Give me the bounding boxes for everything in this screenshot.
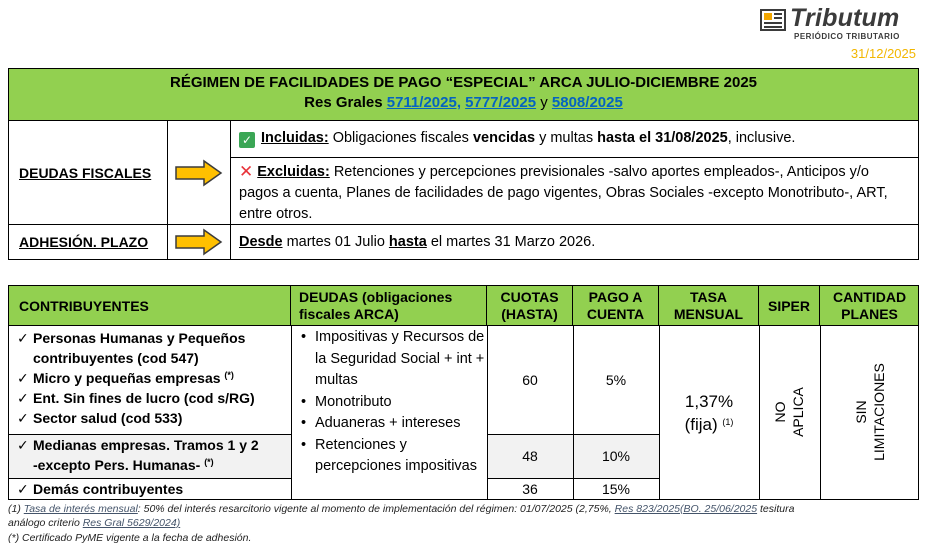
deudas-fiscales-label: DEUDAS FISCALES [9, 121, 168, 224]
brand-name: Tributum [790, 4, 900, 32]
siper-l1: NO [772, 401, 788, 423]
included-title: Incluidas: [261, 130, 329, 146]
planes-l2: LIMITACIONES [871, 363, 887, 461]
regime-header [9, 69, 918, 121]
fn1-link-tasa[interactable]: Tasa de interés mensual [23, 503, 138, 515]
newspaper-icon [760, 9, 786, 31]
included-text-2: y multas [539, 130, 594, 146]
fn1-link-res5629[interactable]: Res Gral 5629/2024) [82, 517, 181, 529]
adhesion-hasta: hasta [388, 234, 427, 250]
included-debts [231, 121, 918, 157]
tasa-fija [685, 413, 734, 436]
adhesion-desde: Desde [239, 234, 283, 250]
adhesion-label: ADHESIÓN. PLAZO [9, 225, 168, 259]
deuda-text: Impositivas y Recursos de la Seguridad Social + int + multas [315, 329, 485, 388]
adhesion-arrow-cell [168, 225, 231, 259]
contrib-group-3 [17, 479, 183, 499]
fn1-text3: análogo criterio [8, 517, 80, 529]
excluded-text: Retenciones y percepciones previsionales -salvo aportes empleados-, Anticipos y/o pagos a cuenta, Planes de facilidades de pago vigentes, Obras Sociales -excepto Monotributo-, ART, entre otros. [239, 164, 888, 222]
fn1-text1: : 50% del interés resarcitorio vigente al momento de implementación del régimen: 01/07/2025 (2,75%, [137, 503, 612, 515]
contrib-item-cont: contribuyentes (cod 547) [33, 350, 199, 366]
included-bold-2: hasta el 31/08/2025 [597, 130, 728, 146]
included-bold-1: vencidas [472, 130, 536, 146]
contrib-item-cont [17, 455, 259, 475]
conditions-table [8, 285, 919, 500]
contrib-item: ✓ Sector salud (cod 533) [17, 410, 183, 426]
excluded-title: Excluidas: [257, 164, 330, 180]
fn1-text2: tesitura [760, 503, 795, 515]
footnote-ref: (*) [224, 370, 234, 380]
brand-subtitle: PERIÓDICO TRIBUTARIO [794, 32, 900, 41]
conditions-header-row [9, 286, 918, 326]
footnote-1-cont [8, 517, 180, 529]
tasa-fija-text: (fija) [684, 415, 718, 434]
contrib-item: ✓ Ent. Sin fines de lucro (cod s/RG) [17, 390, 255, 406]
deudas-arrow-cell [168, 121, 231, 224]
contrib-item: ✓ Demás contribuyentes [17, 481, 184, 497]
contrib-text: Personas Humanas y Pequeños [33, 330, 246, 346]
resolutions-prefix: Res Grales [304, 94, 383, 111]
header-cuotas: CUOTAS (HASTA) [487, 286, 573, 326]
regime-resolutions [9, 94, 918, 111]
regime-body [9, 121, 918, 259]
deuda-text: Aduaneras + intereses [315, 415, 461, 431]
header-deudas: DEUDAS (obligaciones fiscales ARCA) [291, 286, 487, 326]
pago-10: 10% [601, 448, 631, 464]
deuda-item: • Impositivas y Recursos de la Seguridad Social + int + multas [299, 327, 489, 392]
contrib-group-1 [17, 328, 255, 428]
contrib-text: Micro y pequeñas empresas [33, 370, 221, 386]
planes-value [852, 357, 888, 467]
brand-header [756, 6, 916, 64]
check-mark-icon: ✓ [239, 132, 255, 148]
regime-summary-table [8, 68, 919, 260]
adhesion-start: martes 01 Julio [286, 234, 385, 250]
resolution-link-5711[interactable]: 5711/2025, [386, 94, 461, 111]
resolution-link-5808[interactable]: 5808/2025 [551, 94, 623, 111]
header-siper: SIPER [759, 286, 820, 326]
header-contribuyentes: CONTRIBUYENTES [9, 286, 291, 326]
footnote-ref: (*) [204, 457, 214, 467]
tasa-rate: 1,37% [684, 392, 734, 411]
regime-title: RÉGIMEN DE FACILIDADES DE PAGO “ESPECIAL” ARCA JULIO-DICIEMBRE 2025 [169, 74, 758, 91]
deuda-text: Monotributo [315, 393, 392, 410]
siper-value [771, 372, 807, 452]
cuotas-60: 60 [522, 372, 538, 388]
adhesion-end: el martes 31 Marzo 2026. [430, 234, 596, 250]
tasa-mensual-value [659, 326, 759, 500]
adhesion-period [231, 225, 918, 259]
deuda-text: Retenciones y percepciones impositivas [315, 436, 477, 474]
pago-5: 5% [605, 372, 627, 388]
cuotas-36: 36 [522, 481, 538, 497]
arrow-right-icon [174, 159, 224, 187]
col-divider [759, 326, 760, 500]
header-pago: PAGO A CUENTA [573, 286, 659, 326]
contrib-text: Medianas empresas. Tramos 1 y 2 [33, 437, 259, 453]
pago-15: 15% [601, 481, 631, 497]
deuda-item: • Aduaneras + intereses [299, 413, 489, 435]
deuda-item: • Monotributo [299, 392, 489, 414]
contrib-text: -excepto Pers. Humanas- [33, 457, 201, 473]
included-text-1: Obligaciones fiscales [332, 130, 469, 146]
contrib-text: Demás contribuyentes [33, 481, 184, 497]
contrib-group-2 [17, 435, 259, 475]
resolutions-joiner: y [540, 94, 548, 111]
footnote-1 [8, 503, 794, 515]
cuotas-48: 48 [522, 448, 538, 464]
col-divider [820, 326, 821, 500]
publication-date: 31/12/2025 [850, 46, 916, 61]
arrow-right-icon [174, 228, 224, 256]
contrib-item: ✓ Medianas empresas. Tramos 1 y 2 [17, 437, 259, 453]
siper-l2: APLICA [790, 387, 806, 437]
contrib-item: ✓ Personas Humanas y Pequeños [17, 330, 246, 346]
contrib-text: Sector salud (cod 533) [33, 410, 183, 426]
col-divider [291, 326, 292, 500]
resolution-link-5777[interactable]: 5777/2025 [465, 94, 537, 111]
header-tasa: TASA MENSUAL [659, 286, 759, 326]
planes-l1: SIN [853, 400, 869, 424]
fn1-prefix: (1) [8, 503, 21, 515]
cross-mark-icon: ✕ [239, 162, 254, 181]
fn1-link-res823[interactable]: Res 823/2025(BO. 25/06/2025 [614, 503, 758, 515]
contrib-text: Ent. Sin fines de lucro (cod s/RG) [33, 390, 255, 406]
header-planes: CANTIDAD PLANES [832, 289, 907, 322]
footnote-2: (*) Certificado PyME vigente a la fecha de adhesión. [8, 532, 252, 544]
deudas-list [299, 327, 489, 478]
included-text-3: , inclusive. [727, 130, 796, 146]
deuda-item: • Retenciones y percepciones impositivas [299, 435, 489, 478]
footnote-ref: (1) [722, 417, 734, 427]
excluded-debts [231, 158, 918, 224]
contrib-item: ✓ Micro y pequeñas empresas (*) [17, 370, 234, 386]
